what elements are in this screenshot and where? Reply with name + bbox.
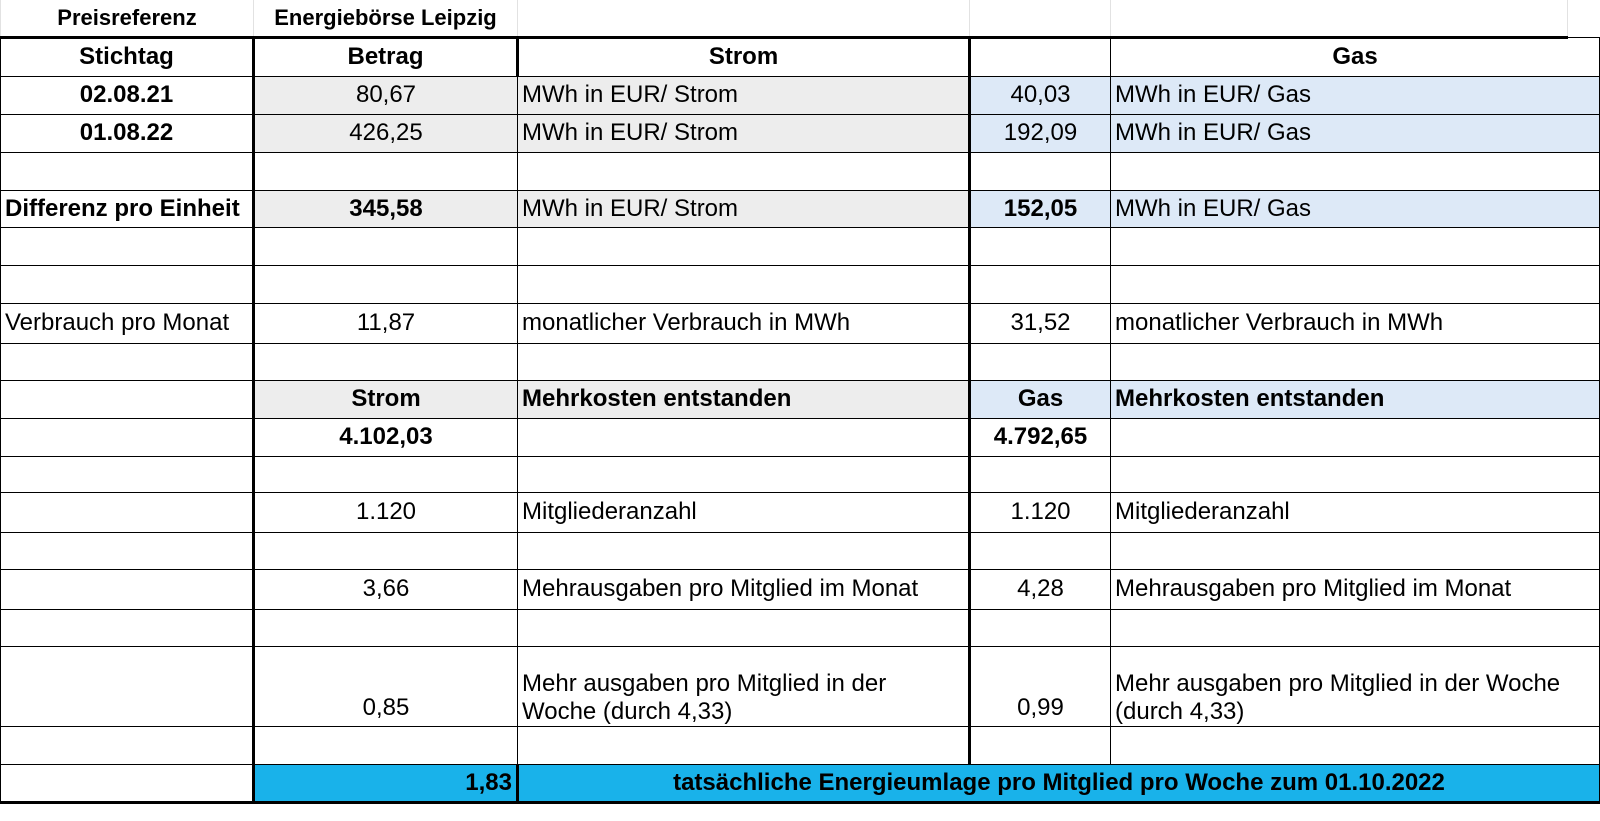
empty-cell[interactable]	[518, 532, 970, 569]
table-row	[1, 569, 1600, 609]
gas-weekly-label[interactable]: Mehr ausgaben pro Mitglied in der Woche (durch 4,33)	[1111, 646, 1600, 726]
strom-members-label[interactable]: Mitgliederanzahl	[518, 492, 970, 532]
empty-cell[interactable]	[970, 265, 1111, 303]
gas-unit-cell[interactable]: MWh in EUR/ Gas	[1111, 190, 1600, 227]
empty-cell[interactable]	[1, 227, 254, 265]
empty-cell[interactable]	[254, 343, 518, 380]
empty-cell[interactable]	[970, 532, 1111, 569]
strom-weekly-label[interactable]: Mehr ausgaben pro Mitglied in der Woche (durch 4,33)	[518, 646, 970, 726]
table-row	[1, 265, 1600, 303]
empty-cell[interactable]	[970, 456, 1111, 492]
consumption-label-cell[interactable]: Verbrauch pro Monat	[1, 303, 254, 343]
empty-cell[interactable]	[254, 227, 518, 265]
table-row	[1, 492, 1600, 532]
betrag-header[interactable]: Betrag	[254, 37, 518, 76]
gas-monthly-value[interactable]: 4,28	[970, 569, 1111, 609]
empty-cell[interactable]	[1111, 418, 1600, 456]
empty-cell[interactable]	[970, 609, 1111, 646]
total-label-cell[interactable]: tatsächliche Energieumlage pro Mitglied pro Woche zum 01.10.2022	[518, 764, 1600, 802]
empty-cell[interactable]	[518, 418, 970, 456]
empty-cell[interactable]	[254, 609, 518, 646]
table-row	[1, 76, 1600, 114]
table-row	[1, 152, 1600, 190]
diff-label-cell[interactable]: Differenz pro Einheit	[1, 190, 254, 227]
column-header-row	[1, 37, 1600, 76]
energieboerse-cell[interactable]: Energiebörse Leipzig	[254, 0, 518, 37]
gas-members-label[interactable]: Mitgliederanzahl	[1111, 492, 1600, 532]
strom-unit-cell[interactable]: MWh in EUR/ Strom	[518, 190, 970, 227]
empty-cell[interactable]	[1, 380, 254, 418]
empty-cell[interactable]	[254, 726, 518, 764]
gas-members-value[interactable]: 1.120	[970, 492, 1111, 532]
table-row	[1, 456, 1600, 492]
empty-cell[interactable]	[970, 152, 1111, 190]
stichtag-header[interactable]: Stichtag	[1, 37, 254, 76]
strom-unit-cell[interactable]: MWh in EUR/ Strom	[518, 114, 970, 152]
empty-cell[interactable]	[1111, 152, 1600, 190]
empty-cell[interactable]	[1111, 609, 1600, 646]
strom-header[interactable]: Strom	[518, 37, 970, 76]
empty-cell[interactable]	[1, 265, 254, 303]
empty-cell[interactable]	[1, 569, 254, 609]
empty-cell[interactable]	[1, 343, 254, 380]
empty-cell[interactable]	[518, 456, 970, 492]
table-row	[1, 227, 1600, 265]
empty-cell[interactable]	[254, 456, 518, 492]
empty-cell[interactable]	[1, 418, 254, 456]
gas-unit-cell[interactable]: monatlicher Verbrauch in MWh	[1111, 303, 1600, 343]
empty-cell[interactable]	[1111, 0, 1568, 37]
date-cell[interactable]: 02.08.21	[1, 76, 254, 114]
table-row	[1, 343, 1600, 380]
table-row	[1, 303, 1600, 343]
gas-header[interactable]: Gas	[1111, 37, 1600, 76]
strom-label-cell[interactable]: Strom	[254, 380, 518, 418]
strom-members-value[interactable]: 1.120	[254, 492, 518, 532]
empty-cell[interactable]	[518, 609, 970, 646]
gas-value-cell[interactable]: 192,09	[970, 114, 1111, 152]
gas-mehrkosten-cell[interactable]: Mehrkosten entstanden	[1111, 380, 1600, 418]
empty-cell[interactable]	[518, 227, 970, 265]
strom-unit-cell[interactable]: MWh in EUR/ Strom	[518, 76, 970, 114]
preisreferenz-cell[interactable]: Preisreferenz	[1, 0, 254, 37]
total-row	[1, 764, 1600, 802]
strom-value-cell[interactable]: 11,87	[254, 303, 518, 343]
empty-cell[interactable]	[1111, 265, 1600, 303]
empty-cell[interactable]	[1, 764, 254, 802]
table-row	[1, 114, 1600, 152]
gas-mehrkosten-value[interactable]: 4.792,65	[970, 418, 1111, 456]
empty-cell[interactable]	[1, 532, 254, 569]
empty-cell[interactable]	[1, 726, 254, 764]
strom-weekly-value[interactable]: 0,85	[254, 646, 518, 726]
gas-weekly-value[interactable]: 0,99	[970, 646, 1111, 726]
table-row	[1, 646, 1600, 726]
empty-cell[interactable]	[254, 152, 518, 190]
empty-cell[interactable]	[518, 152, 970, 190]
empty-cell[interactable]	[1, 456, 254, 492]
empty-cell[interactable]	[1568, 0, 1600, 37]
table-row	[1, 380, 1600, 418]
empty-cell[interactable]	[1, 152, 254, 190]
empty-cell[interactable]	[1111, 726, 1600, 764]
empty-cell[interactable]	[970, 726, 1111, 764]
total-value-cell[interactable]: 1,83	[254, 764, 518, 802]
gas-unit-cell[interactable]: MWh in EUR/ Gas	[1111, 114, 1600, 152]
empty-cell[interactable]	[518, 265, 970, 303]
empty-cell[interactable]	[1111, 532, 1600, 569]
strom-value-cell[interactable]: 345,58	[254, 190, 518, 227]
empty-cell[interactable]	[1111, 456, 1600, 492]
table-row	[1, 532, 1600, 569]
table-row	[1, 609, 1600, 646]
gas-label-cell[interactable]: Gas	[970, 380, 1111, 418]
gas-value-cell[interactable]: 40,03	[970, 76, 1111, 114]
empty-cell[interactable]	[518, 343, 970, 380]
empty-cell[interactable]	[1111, 343, 1600, 380]
gas-value-cell[interactable]: 31,52	[970, 303, 1111, 343]
empty-cell[interactable]	[254, 265, 518, 303]
empty-cell[interactable]	[970, 343, 1111, 380]
table-row	[1, 418, 1600, 456]
empty-cell[interactable]	[518, 0, 970, 37]
strom-value-cell[interactable]: 80,67	[254, 76, 518, 114]
empty-cell[interactable]	[518, 726, 970, 764]
strom-unit-cell[interactable]: monatlicher Verbrauch in MWh	[518, 303, 970, 343]
table-row	[1, 726, 1600, 764]
gas-value-cell[interactable]: 152,05	[970, 190, 1111, 227]
strom-monthly-value[interactable]: 3,66	[254, 569, 518, 609]
empty-cell[interactable]	[1111, 227, 1600, 265]
empty-cell[interactable]	[970, 0, 1111, 37]
empty-cell[interactable]	[970, 227, 1111, 265]
empty-cell[interactable]	[1, 492, 254, 532]
strom-mehrkosten-value[interactable]: 4.102,03	[254, 418, 518, 456]
empty-cell[interactable]	[1, 609, 254, 646]
gas-monthly-label[interactable]: Mehrausgaben pro Mitglied im Monat	[1111, 569, 1600, 609]
strom-mehrkosten-cell[interactable]: Mehrkosten entstanden	[518, 380, 970, 418]
strom-value-cell[interactable]: 426,25	[254, 114, 518, 152]
empty-cell[interactable]	[1, 646, 254, 726]
table-row	[1, 190, 1600, 227]
date-cell[interactable]: 01.08.22	[1, 114, 254, 152]
strom-monthly-label[interactable]: Mehrausgaben pro Mitglied im Monat	[518, 569, 970, 609]
empty-cell[interactable]	[254, 532, 518, 569]
title-row	[1, 0, 1600, 37]
empty-cell[interactable]	[970, 37, 1111, 76]
gas-unit-cell[interactable]: MWh in EUR/ Gas	[1111, 76, 1600, 114]
